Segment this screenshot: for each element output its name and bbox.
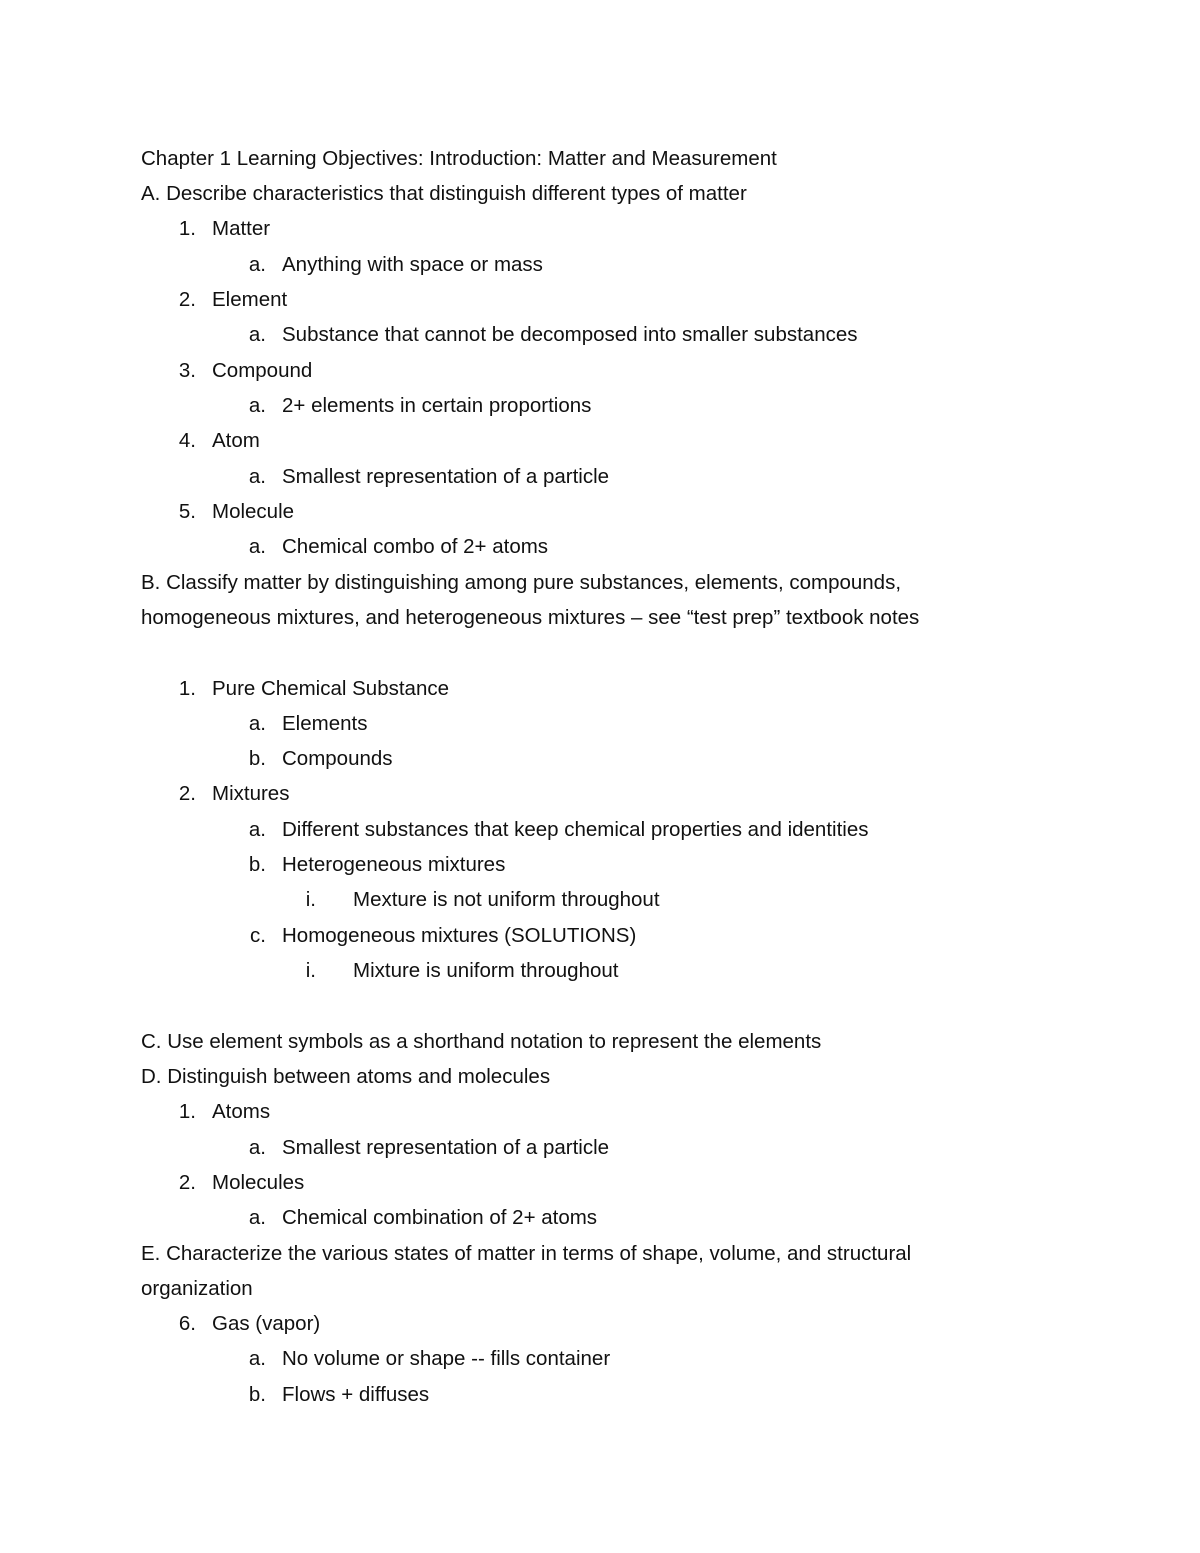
sub-list-marker: a. bbox=[248, 818, 266, 841]
sub-list-marker: a. bbox=[248, 394, 266, 417]
list-item: Compound bbox=[212, 359, 313, 382]
section-e-heading: E. Characterize the various states of matter in terms of shape, volume, and structural bbox=[141, 1242, 912, 1265]
list-item: Atom bbox=[212, 429, 260, 452]
section-a-heading: A. Describe characteristics that distinguish different types of matter bbox=[141, 182, 747, 205]
list-number: 1. bbox=[178, 1100, 196, 1123]
sub-list-marker: a. bbox=[248, 253, 266, 276]
sub-list-item: Elements bbox=[282, 712, 368, 735]
sub-list-item: 2+ elements in certain proportions bbox=[282, 394, 592, 417]
sub-list-item: Compounds bbox=[282, 747, 393, 770]
list-item: Mixtures bbox=[212, 782, 290, 805]
list-number: 2. bbox=[178, 782, 196, 805]
sub-sub-list-marker: i. bbox=[305, 959, 316, 982]
sub-list-item: Flows + diffuses bbox=[282, 1383, 430, 1406]
list-item: Molecule bbox=[212, 500, 295, 523]
sub-list-item: Different substances that keep chemical properties and identities bbox=[282, 818, 869, 841]
sub-list-marker: b. bbox=[248, 1383, 266, 1406]
sub-list-marker: a. bbox=[248, 1206, 266, 1229]
list-number: 5. bbox=[178, 500, 196, 523]
list-number: 1. bbox=[178, 677, 196, 700]
section-e-heading-continued: organization bbox=[141, 1277, 253, 1300]
sub-sub-list-item: Mixture is uniform throughout bbox=[353, 959, 619, 982]
sub-sub-list-marker: i. bbox=[305, 888, 316, 911]
sub-list-item: Smallest representation of a particle bbox=[282, 1136, 610, 1159]
list-number: 6. bbox=[178, 1312, 196, 1335]
sub-list-item: Smallest representation of a particle bbox=[282, 465, 610, 488]
section-c-heading: C. Use element symbols as a shorthand notation to represent the elements bbox=[141, 1030, 822, 1053]
sub-list-marker: a. bbox=[248, 465, 266, 488]
sub-list-marker: a. bbox=[248, 323, 266, 346]
list-number: 3. bbox=[178, 359, 196, 382]
sub-list-marker: c. bbox=[250, 924, 266, 947]
sub-list-item: Homogeneous mixtures (SOLUTIONS) bbox=[282, 924, 637, 947]
sub-list-marker: b. bbox=[248, 747, 266, 770]
list-number: 4. bbox=[178, 429, 196, 452]
sub-list-marker: a. bbox=[248, 1136, 266, 1159]
sub-list-item: Chemical combination of 2+ atoms bbox=[282, 1206, 598, 1229]
sub-list-item: Substance that cannot be decomposed into smaller substances bbox=[282, 323, 858, 346]
list-item: Gas (vapor) bbox=[212, 1312, 321, 1335]
list-item: Molecules bbox=[212, 1171, 305, 1194]
sub-list-marker: a. bbox=[248, 712, 266, 735]
list-number: 2. bbox=[178, 288, 196, 311]
section-b-heading-continued: homogeneous mixtures, and heterogeneous mixtures – see “test prep” textbook notes bbox=[141, 606, 920, 629]
sub-list-marker: b. bbox=[248, 853, 266, 876]
sub-list-item: Chemical combo of 2+ atoms bbox=[282, 535, 549, 558]
section-d-heading: D. Distinguish between atoms and molecules bbox=[141, 1065, 551, 1088]
sub-list-item: Heterogeneous mixtures bbox=[282, 853, 506, 876]
sub-list-marker: a. bbox=[248, 535, 266, 558]
sub-list-item: Anything with space or mass bbox=[282, 253, 543, 276]
page-title: Chapter 1 Learning Objectives: Introduction: Matter and Measurement bbox=[141, 147, 777, 170]
list-item: Element bbox=[212, 288, 288, 311]
list-number: 2. bbox=[178, 1171, 196, 1194]
list-item: Atoms bbox=[212, 1100, 271, 1123]
sub-list-item: No volume or shape -- fills container bbox=[282, 1347, 611, 1370]
section-b-heading: B. Classify matter by distinguishing among pure substances, elements, compounds, bbox=[141, 571, 902, 594]
sub-sub-list-item: Mexture is not uniform throughout bbox=[353, 888, 660, 911]
sub-list-marker: a. bbox=[248, 1347, 266, 1370]
list-item: Matter bbox=[212, 217, 271, 240]
list-number: 1. bbox=[178, 217, 196, 240]
list-item: Pure Chemical Substance bbox=[212, 677, 450, 700]
